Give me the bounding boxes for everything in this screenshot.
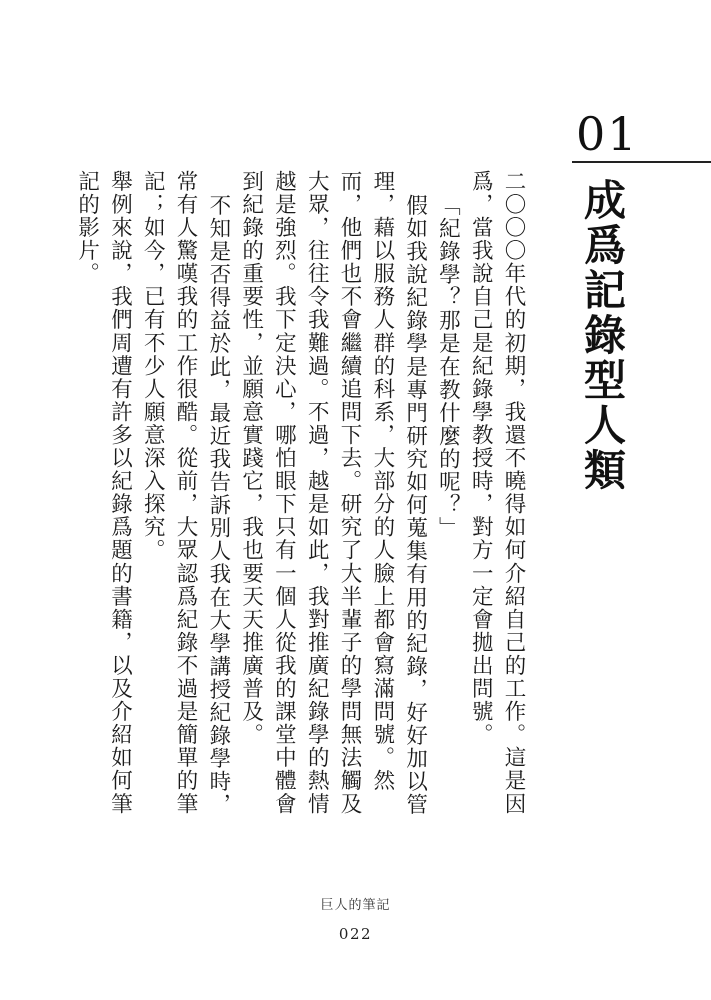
body-text xyxy=(70,170,529,830)
chapter-title: 成爲記錄型人類 xyxy=(578,178,627,493)
chapter-number: 01 xyxy=(576,107,639,161)
paragraph: 假如我說紀錄學是專門研究如何蒐集有用的紀錄，好好加以管理，藉以服務人群的科系，大部分的人臉上都會寫滿問號。然而，他們也不會繼續追問下去。研究了大半輩子的學問無法觸及大眾，往往令我難過。不過，越是如此，我對推廣紀錄學的熱情越是強烈。我下定決心，哪怕眼下只有一個人從我的課堂中體會到紀錄的重要性，並願意實踐它，我也要天天推廣普及。 xyxy=(238,170,428,816)
running-title: 巨人的筆記 xyxy=(320,898,391,913)
chapter-divider-rule xyxy=(572,161,711,163)
paragraph: 「紀錄學？那是在教什麼的呢？」 xyxy=(435,193,461,540)
paragraph: 不知是否得益於此，最近我告訴別人我在大學講授紀錄學時，常有人驚嘆我的工作很酷。從前，大眾認爲紀錄不過是簡單的筆記；如今，已有不少人願意深入探究。 xyxy=(140,170,231,816)
paragraph: 二〇〇〇年代的初期，我還不曉得如何介紹自己的工作。這是因爲，當我說自己是紀錄學教授時，對方一定會拋出問號。 xyxy=(468,170,526,816)
page-number: 022 xyxy=(338,925,373,943)
paragraph: 舉例來說，我們周遭有許多以紀錄爲題的書籍，以及介紹如何筆記的影片。 xyxy=(74,170,133,816)
